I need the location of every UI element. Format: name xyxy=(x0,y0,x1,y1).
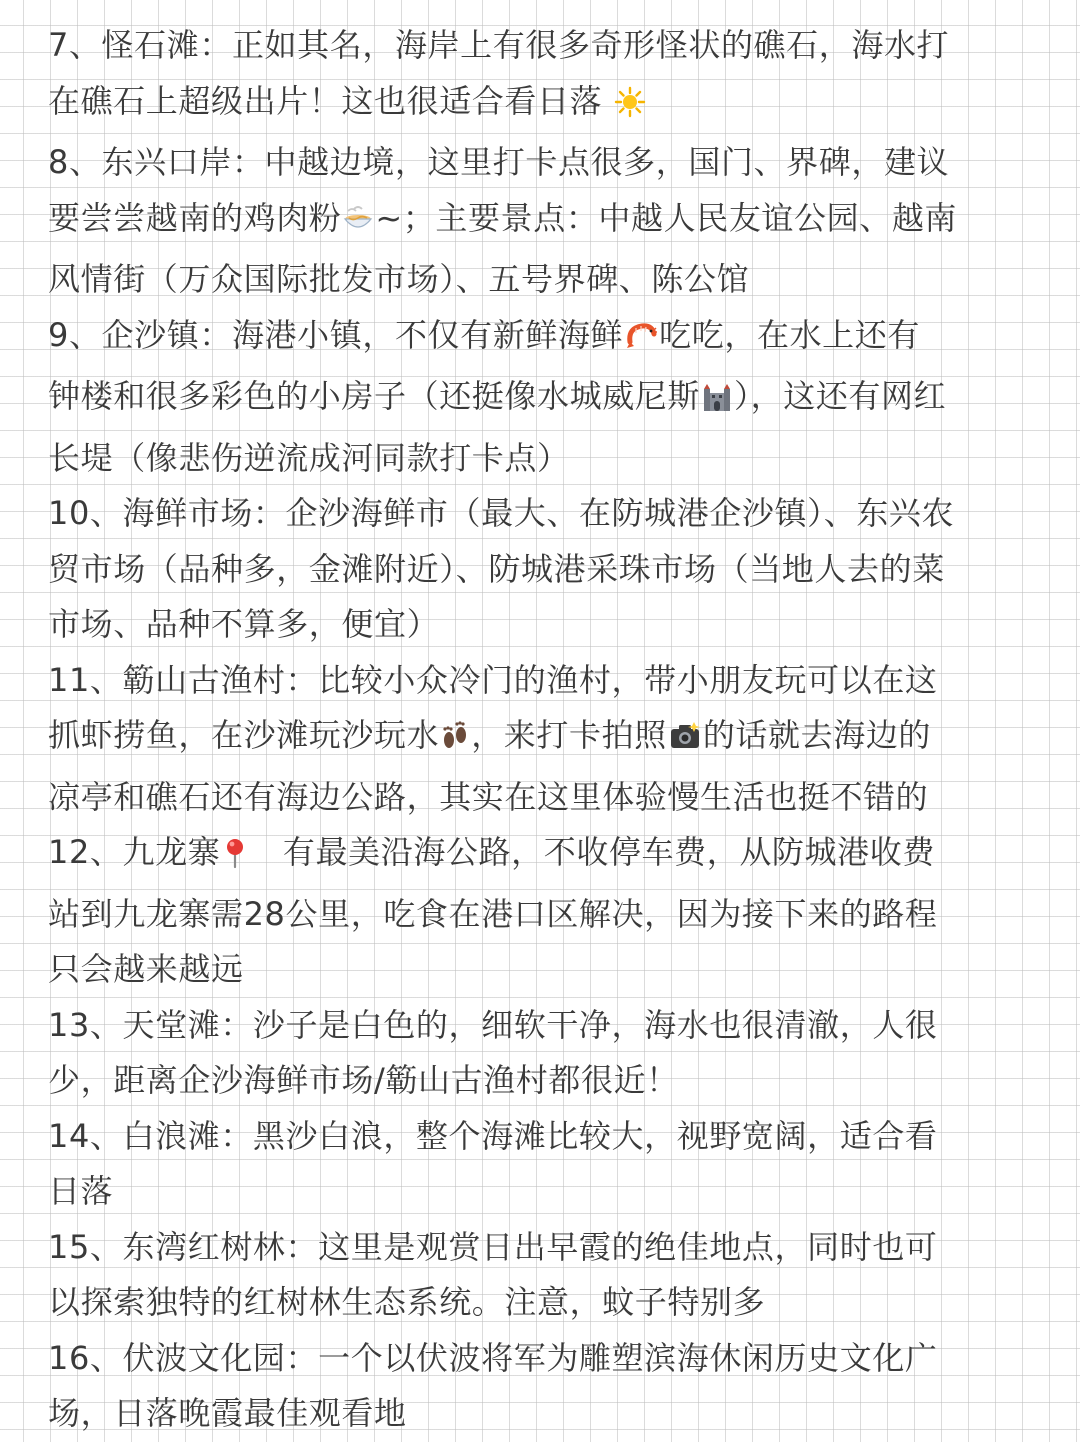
text-segment: 9、企沙镇：海港小镇，不仅有新鲜海鲜 xyxy=(48,315,624,354)
text-segment: 贸市场（品种多，金滩附近）、防城港采珠市场（当地人去的菜 xyxy=(48,549,945,588)
text-segment: ，来打卡拍照 xyxy=(471,716,667,754)
pin-icon xyxy=(221,831,249,887)
castle-icon xyxy=(701,375,733,431)
text-segment: 16、伏波文化园：一个以伏波将军为雕塑滨海休闲历史文化广 xyxy=(48,1338,938,1377)
text-segment: 12、九龙寨 xyxy=(48,833,221,871)
text-segment: 风情街（万众国际批发市场）、五号界碑、陈公馆 xyxy=(48,260,750,298)
text-segment: 10、海鲜市场：企沙海鲜市（最大、在防城港企沙镇）、东兴农 xyxy=(48,494,955,532)
text-line xyxy=(48,18,1056,74)
text-line xyxy=(48,74,1056,136)
text-line xyxy=(48,1109,1056,1165)
text-segment: 场，日落晚霞最佳观看地 xyxy=(48,1394,407,1432)
text-line xyxy=(48,942,1056,998)
list-item xyxy=(48,486,1056,653)
text-segment: 抓虾捞鱼，在沙滩玩沙玩水 xyxy=(48,716,440,754)
text-segment: 钟楼和很多彩色的小房子（还挺像水城威尼斯 xyxy=(48,377,701,415)
text-segment: 在礁石上超级出片！这也很适合看日落 xyxy=(48,81,613,120)
sun-icon xyxy=(614,80,646,136)
text-line xyxy=(48,486,1056,542)
text-segment: ），这还有网红 xyxy=(734,377,947,415)
text-line xyxy=(48,887,1056,943)
text-segment: ~；主要景点：中越人民友谊公园、越南 xyxy=(375,198,958,237)
text-line xyxy=(48,708,1056,770)
text-line xyxy=(48,597,1056,653)
text-segment: 7、怪石滩：正如其名，海岸上有很多奇形怪状的礁石，海水打 xyxy=(48,26,950,64)
text-line xyxy=(48,1275,1056,1331)
text-segment: 14、白浪滩：黑沙白浪，整个海滩比较大，视野宽阔，适合看 xyxy=(48,1116,938,1155)
text-segment: 以探索独特的红树林生态系统。注意，蚊子特别多 xyxy=(48,1283,766,1321)
text-line xyxy=(48,191,1056,253)
text-line xyxy=(48,1053,1056,1109)
list-item xyxy=(48,135,1056,308)
text-segment: 要尝尝越南的鸡肉粉 xyxy=(48,198,342,237)
text-segment: 市场、品种不算多，便宜） xyxy=(48,605,440,643)
noodle-bowl-icon xyxy=(342,197,374,253)
list-item xyxy=(48,1331,1056,1442)
text-line xyxy=(48,1220,1056,1276)
camera-flash-icon xyxy=(668,714,702,770)
list-item xyxy=(48,18,1056,135)
footprints-icon xyxy=(440,714,470,770)
list-item xyxy=(48,308,1056,487)
list-item xyxy=(48,825,1056,998)
text-segment: 的话就去海边的 xyxy=(702,716,932,754)
text-line xyxy=(48,1386,1056,1442)
list-item xyxy=(48,998,1056,1109)
text-line xyxy=(48,252,1056,308)
text-line xyxy=(48,825,1056,887)
text-line xyxy=(48,308,1056,370)
text-segment: 15、东湾红树林：这里是观赏日出早霞的绝佳地点，同时也可 xyxy=(48,1227,938,1266)
text-segment: 8、东兴口岸：中越边境，这里打卡点很多，国门、界碑，建议 xyxy=(48,143,950,181)
text-segment: 13、天堂滩：沙子是白色的，细软干净，海水也很清澈，人很 xyxy=(48,1005,938,1044)
text-segment: 有最美沿海公路，不收停车费，从防城港收费 xyxy=(250,833,935,871)
list-item xyxy=(48,1220,1056,1331)
text-line xyxy=(48,542,1056,598)
text-segment: 吃吃，在水上还有 xyxy=(659,315,920,354)
text-segment: 少，距离企沙海鲜市场/簕山古渔村都很近！ xyxy=(48,1061,679,1099)
text-line xyxy=(48,135,1056,191)
text-segment: 长堤（像悲伤逆流成河同款打卡点） xyxy=(48,438,570,477)
shrimp-icon xyxy=(624,314,658,370)
text-line xyxy=(48,653,1056,709)
text-segment: 日落 xyxy=(48,1172,114,1210)
text-segment: 11、簕山古渔村：比较小众冷门的渔村，带小朋友玩可以在这 xyxy=(48,660,938,699)
text-segment: 凉亭和礁石还有海边公路，其实在这里体验慢生活也挺不错的 xyxy=(48,777,929,816)
list-item xyxy=(48,1109,1056,1220)
text-line xyxy=(48,1164,1056,1220)
text-line xyxy=(48,998,1056,1054)
text-segment: 站到九龙寨需28公里，吃食在港口区解决，因为接下来的路程 xyxy=(48,894,938,933)
text-segment: 只会越来越远 xyxy=(48,950,244,988)
text-line xyxy=(48,369,1056,431)
text-line xyxy=(48,431,1056,487)
list-item xyxy=(48,653,1056,826)
text-line xyxy=(48,1331,1056,1387)
text-line xyxy=(48,770,1056,826)
